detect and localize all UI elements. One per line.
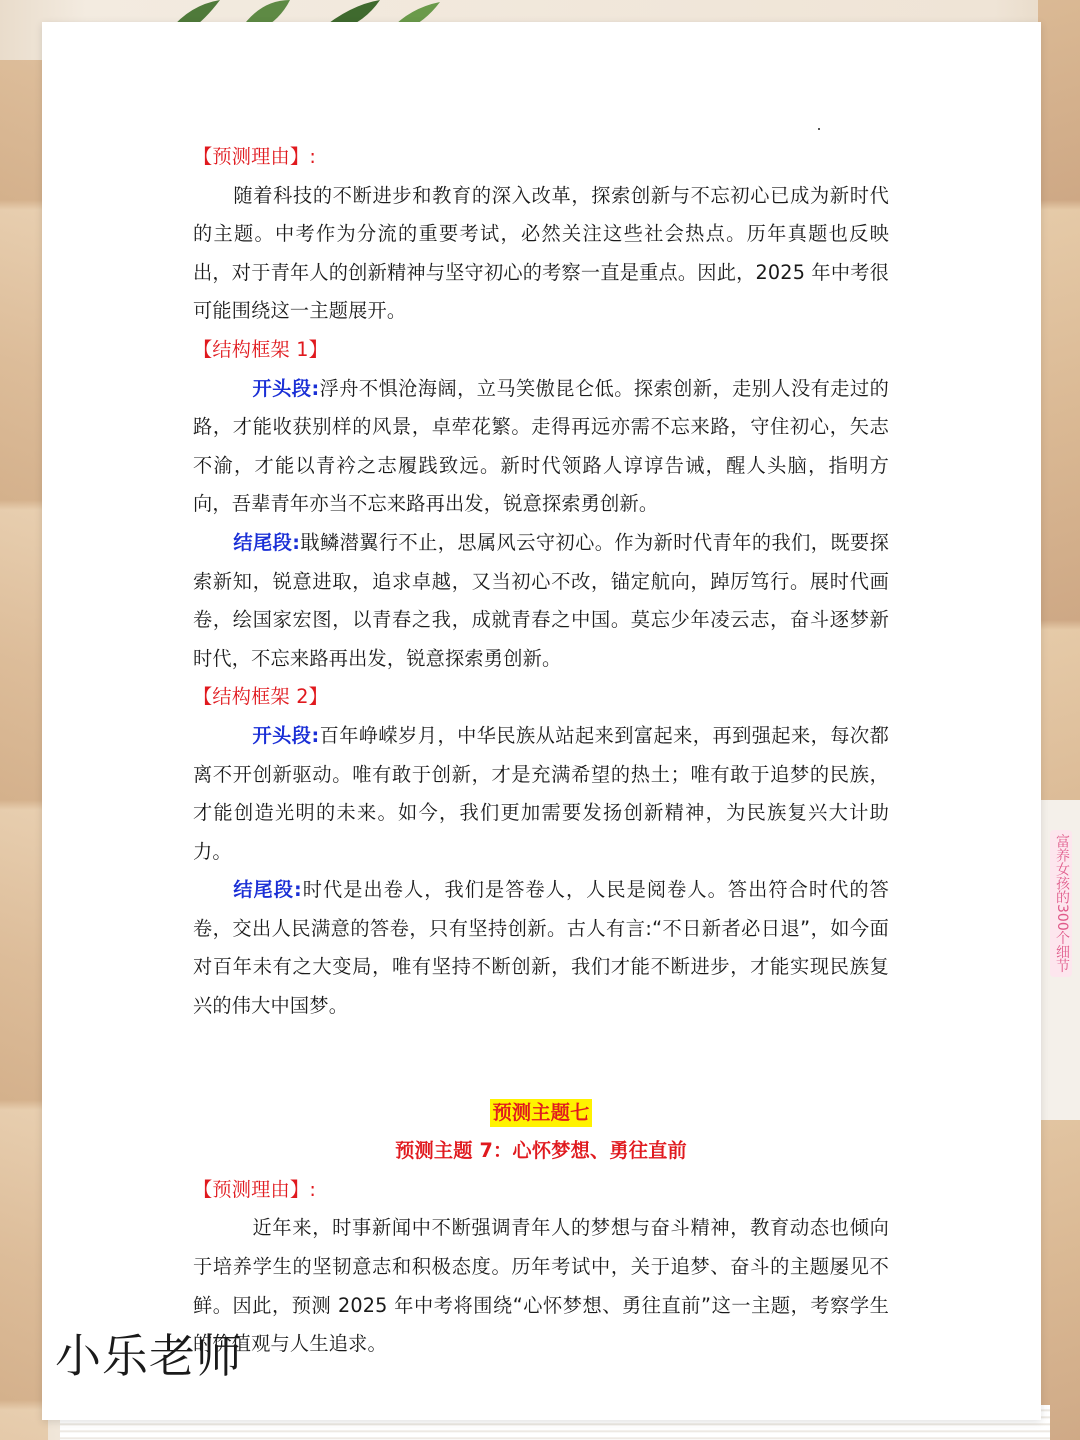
- theme-title: 预测主题 7：心怀梦想、勇往直前: [395, 1139, 687, 1163]
- framework1-closing: [193, 524, 889, 678]
- book-spine-text: 富养女孩的300个细节: [1050, 830, 1072, 977]
- framework2-opening: [193, 717, 889, 871]
- closing-label: 结尾段:: [233, 878, 302, 902]
- speck: [818, 128, 820, 130]
- opening-label: 开头段:: [252, 723, 320, 747]
- framework1-label: 【结构框架 1】: [193, 337, 329, 361]
- closing-text: 时代是出卷人，我们是答卷人，人民是阅卷人。答出符合时代的答卷，交出人民满意的答卷，只有坚持创新。古人有言:“不日新者必日退”，如今面对百年未有之大变局，唯有坚持不断创新，我们才能不断进步，才能实现民族复兴的伟大中国梦。: [193, 878, 889, 1018]
- bookshelf-left: [0, 60, 48, 1440]
- opening-label: 开头段:: [252, 376, 320, 400]
- reason-paragraph-1: 随着科技的不断进步和教育的深入改革，探索创新与不忘初心已成为新时代的主题。中考作为分流的重要考试，必然关注这些社会热点。历年真题也反映出，对于青年人的创新精神与坚守初心的考察一直是重点。因此，2025 年中考很可能围绕这一主题展开。: [193, 183, 889, 323]
- theme-tag: 预测主题七: [490, 1099, 593, 1127]
- opening-text: 浮舟不惧沧海阔，立马笑傲昆仑低。探索创新，走别人没有走过的路，才能收获别样的风景，卓荦花繁。走得再远亦需不忘来路，守住初心，矢志不渝，才能以青衿之志履践致远。新时代领路人谆谆告诫，醒人头脑，指明方向，吾辈青年亦当不忘来路再出发，锐意探索勇创新。: [193, 376, 889, 516]
- closing-text: 戢鳞潜翼行不止，思属风云守初心。作为新时代青年的我们，既要探索新知，锐意进取，追求卓越，又当初心不改，锚定航向，踔厉笃行。展时代画卷，绘国家宏图，以青春之我，成就青春之中国。莫忘少年凌云志，奋斗逐梦新时代，不忘来路再出发，锐意探索勇创新。: [193, 530, 889, 670]
- opening-text: 百年峥嵘岁月，中华民族从站起来到富起来，再到强起来，每次都离不开创新驱动。唯有敢于创新，才是充满希望的热土；唯有敢于追梦的民族，才能创造光明的未来。如今，我们更加需要发扬创新精神，为民族复兴大计助力。: [193, 723, 889, 863]
- closing-label: 结尾段:: [233, 530, 301, 554]
- framework1-opening: [193, 370, 889, 524]
- framework2-label: 【结构框架 2】: [193, 685, 329, 709]
- bookshelf-right: [1038, 0, 1080, 1440]
- framework2-closing: [193, 871, 889, 1025]
- document-content: [193, 138, 889, 1364]
- theme-tag-row: [193, 1094, 889, 1133]
- author-watermark: 小乐老师: [55, 1329, 243, 1383]
- reason-paragraph-2: 近年来，时事新闻中不断强调青年人的梦想与奋斗精神，教育动态也倾向于培养学生的坚韧意志和积极态度。历年考试中，关于追梦、奋斗的主题屡见不鲜。因此，预测 2025 年中考将围绕“心怀梦想、勇往直前”这一主题，考察学生的价值观与人生追求。: [193, 1216, 889, 1356]
- reason-label-1: 【预测理由】:: [193, 145, 316, 168]
- reason-label-2: 【预测理由】:: [193, 1177, 316, 1201]
